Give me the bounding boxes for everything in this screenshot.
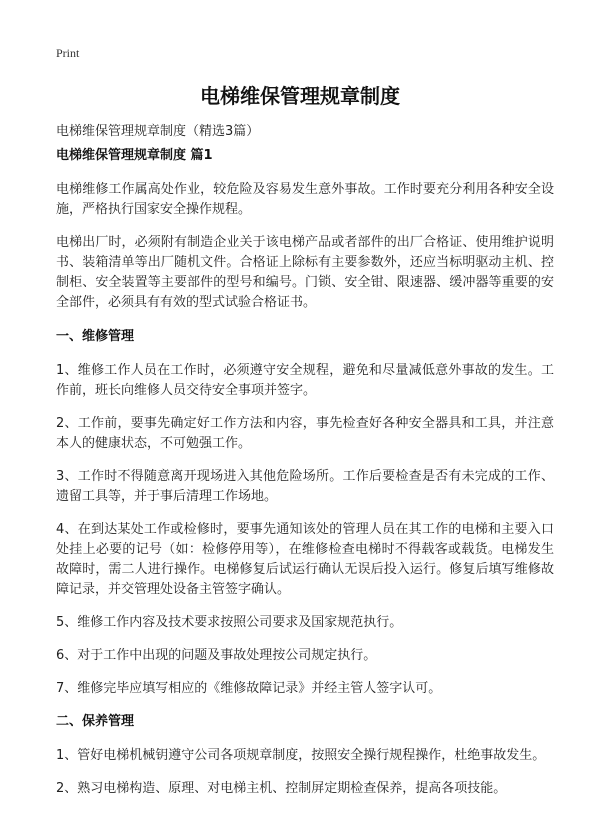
article-heading: 电梯维保管理规章制度 篇1 [56, 148, 213, 163]
document-title: 电梯维保管理规章制度 [200, 84, 400, 108]
list-item: 2、工作前，要事先确定好工作方法和内容，事先检查好各种安全器具和工具，并注意本人的健康状态，不可勉强工作。 [56, 416, 554, 451]
section-heading-upkeep-management: 二、保养管理 [56, 714, 135, 729]
list-item: 1、维修工作人员在工作时，必须遵守安全规程，避免和尽量减低意外事故的发生。工作前，班长向维修人员交待安全事项并签字。 [56, 363, 554, 398]
list-item: 7、维修完毕应填写相应的《维修故障记录》并经主管人签字认可。 [56, 681, 442, 696]
intro-paragraph: 电梯出厂时，必须附有制造企业关于该电梯产品或者部件的出厂合格证、使用维护说明书、装箱清单等出厂随机文件。合格证上除标有主要参数外，还应当标明驱动主机、控制柜、安全装置等主要部件的型号和编号。门锁、安全钳、限速器、缓冲器等重要的安全部件，必须具有有效的型式试验合格证书。 [56, 235, 554, 310]
list-item: 4、在到达某处工作或检修时，要事先通知该处的管理人员在其工作的电梯和主要入口处挂上必要的记号（如：检修停用等），在维修检查电梯时不得载客或载货。电梯发生故障时，需二人进行操作。电梯修复后试运行确认无误后投入运行。修复后填写维修故障记录，并交管理处设备主管签字确认。 [56, 522, 554, 597]
list-item: 5、维修工作内容及技术要求按照公司要求及国家规范执行。 [56, 615, 403, 630]
list-item: 6、对于工作中出现的问题及事故处理按公司规定执行。 [56, 648, 377, 663]
list-item: 2、熟习电梯构造、原理、对电梯主机、控制屏定期检查保养，提高各项技能。 [56, 781, 507, 796]
document-subtitle: 电梯维保管理规章制度（精选3篇） [56, 124, 260, 139]
document-content [56, 146, 554, 812]
section-heading-maintenance-management: 一、维修管理 [56, 329, 135, 344]
print-link[interactable]: Print [56, 46, 80, 60]
list-item: 3、工作时不得随意离开现场进入其他危险场所。工作后要检查是否有未完成的工作、遗留工具等，并于事后清理工作场地。 [56, 469, 554, 504]
intro-paragraph: 电梯维修工作属高处作业，较危险及容易发生意外事故。工作时要充分利用各种安全设施，严格执行国家安全操作规程。 [56, 182, 554, 217]
list-item: 1、管好电梯机械钥遵守公司各项规章制度，按照安全操行规程操作，杜绝事故发生。 [56, 748, 546, 763]
